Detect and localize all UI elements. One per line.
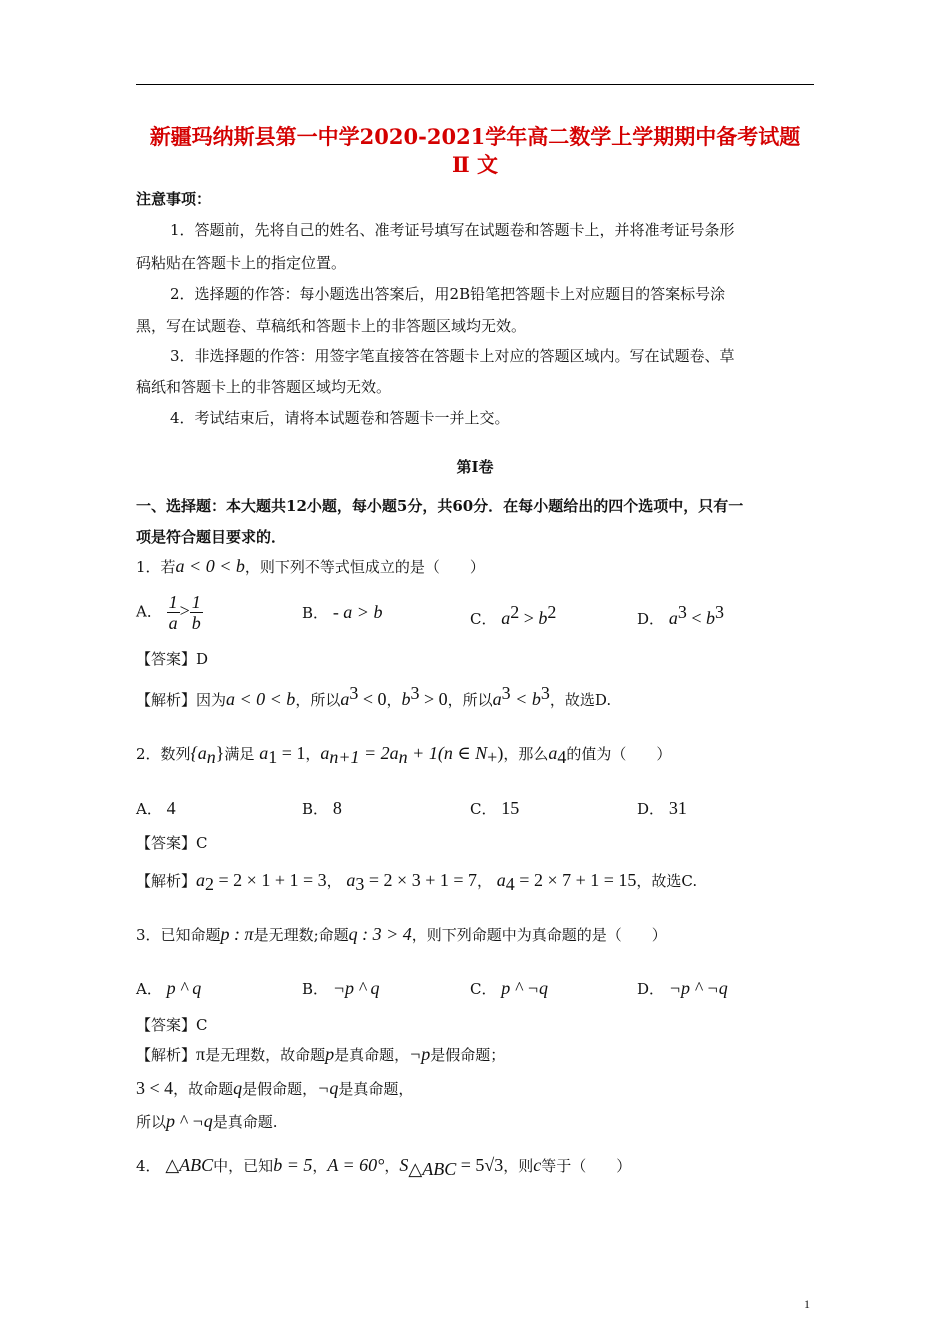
q2-prefix: 2．数列	[136, 745, 191, 763]
question-3-stem	[136, 923, 816, 946]
q3-b-value: ¬p ^ q	[332, 978, 380, 998]
q3-a-value: p ^ q	[166, 978, 202, 998]
q1-d-base1: a	[668, 608, 678, 628]
q3-c-value: p ^ ¬q	[501, 978, 549, 998]
q2-e1: a	[196, 870, 206, 890]
q2-m2-rest2: + 1(n ∈ N	[407, 743, 488, 763]
q1-a-frac-1	[167, 592, 180, 633]
q2-a-value: 4	[166, 798, 176, 818]
notice-item-2b: 黑，写在试题卷、草稿纸和答题卡上的非答题区域均无效。	[136, 317, 527, 335]
q1-an-m1: a < 0 < b	[226, 689, 296, 709]
q2-m1-rest: = 1	[277, 743, 306, 763]
q1-analysis	[136, 682, 816, 711]
q1-option-b	[302, 601, 382, 624]
q3-an2-t2: 是假命题，	[242, 1080, 318, 1098]
q3-an1-t3: 是假命题；	[430, 1046, 506, 1064]
q1-prefix: 1．若	[136, 558, 176, 576]
q1-an-t3: ，故选D.	[549, 691, 612, 709]
q4-prefix: 4．	[136, 1157, 161, 1175]
q3-an2-m: 3 < 4	[136, 1078, 174, 1098]
q2-answer: 【答案】C	[136, 834, 208, 852]
q1-option-c	[470, 601, 556, 630]
q4-sep2: ，	[384, 1157, 400, 1175]
q4-sep1: ，	[312, 1157, 328, 1175]
q3-an1-t1: 是无理数，故命题	[205, 1046, 326, 1064]
q2-m1-sub: 1	[268, 747, 278, 767]
page-number: 1	[804, 1297, 810, 1311]
q4-t1: 中，已知	[213, 1157, 274, 1175]
q2-analysis: 【解析】$a_2 = 2 \times 1 + 1 = 3$， $a_3 = 2 \times 3 + 1 = 7$， $a_4 = 2 \times 7 + 1 = 15$，故选C.	[136, 870, 698, 894]
q4-t3: 等于（ ）	[541, 1157, 632, 1175]
q3-an2-t1: ，故命题	[173, 1080, 234, 1098]
q1-c-exp2: 2	[547, 602, 557, 622]
q3-an1-np: ¬p	[409, 1044, 431, 1064]
q3-d-label: D．	[637, 980, 665, 998]
q3-p: p : π	[220, 924, 254, 944]
q2-e2-rest: = 2 × 3 + 1 = 7	[364, 870, 478, 890]
q1-d-exp2: 3	[714, 602, 724, 622]
q1-an-m3b: > 0	[419, 689, 448, 709]
q1-a-num1: 1	[168, 592, 178, 612]
q2-seq-sub: n	[206, 747, 216, 767]
notice-item-4: 4．考试结束后，请将本试题卷和答题卡一并上交。	[170, 409, 510, 427]
q2-t3: 的值为（ ）	[566, 745, 672, 763]
q2-m2: a	[320, 743, 330, 763]
q1-a-label: A．	[136, 602, 162, 621]
q2-m2-sub3: +	[487, 747, 498, 767]
q3-d-value: ¬p ^ ¬q	[668, 978, 728, 998]
q3-an2-nq: ¬q	[317, 1078, 339, 1098]
q3-option-d	[637, 977, 728, 1000]
q3-an2-t3: 是真命题，	[338, 1080, 414, 1098]
question-4-stem	[136, 1154, 816, 1180]
q3-answer: 【答案】C	[136, 1016, 208, 1034]
q4-m4: c	[533, 1155, 542, 1175]
q2-analysis-label: 【解析】	[136, 872, 197, 890]
q1-an-sep: ，	[386, 691, 402, 709]
q1-an-m4e: 3	[501, 683, 511, 703]
q2-m3: a	[548, 743, 558, 763]
q1-condition: a < 0 < b	[175, 556, 245, 576]
q1-an-m2b: < 0	[358, 689, 387, 709]
q2-e1-sub: 2	[205, 874, 215, 894]
q2-c-label: C．	[470, 800, 497, 818]
q1-an-m4e2: 3	[540, 683, 550, 703]
q2-m2-end: )	[497, 743, 504, 763]
q1-an-m2a: a	[340, 689, 350, 709]
q2-b-label: B．	[302, 800, 329, 818]
q2-sep: ，	[305, 745, 321, 763]
q3-a-label: A．	[136, 980, 162, 998]
q2-m2-sub2: n	[398, 747, 408, 767]
q3-prefix: 3．已知命题	[136, 926, 221, 944]
q2-d-value: 31	[668, 798, 687, 818]
q2-seq: {a	[190, 743, 207, 763]
notice-item-3a: 3．非选择题的作答：用签字笔直接答在答题卡上对应的答题区域内。写在试题卷、草	[170, 347, 735, 365]
q3-an2-q: q	[233, 1078, 243, 1098]
q2-e1-rest: = 2 × 1 + 1 = 3	[214, 870, 327, 890]
section-1-line-2: 项是符合题目要求的．	[136, 528, 287, 546]
q3-analysis-1	[136, 1043, 816, 1066]
q1-a-den2: b	[191, 613, 201, 633]
q2-e3: a	[496, 870, 506, 890]
title-line-1: 新疆玛纳斯县第一中学2020-2021学年高二数学上学期期中备考试题	[149, 124, 801, 149]
q1-suffix: ，则下列不等式恒成立的是（ ）	[244, 558, 485, 576]
q3-option-b	[302, 977, 380, 1000]
q4-m3: S	[399, 1155, 409, 1175]
q4-m2: A = 60°	[327, 1155, 385, 1175]
q2-option-b	[302, 797, 342, 820]
question-1-stem	[136, 555, 816, 578]
q2-t1: 满足	[224, 745, 255, 763]
q2-option-d	[637, 797, 687, 820]
q1-a-frac-2	[190, 592, 203, 633]
notice-item-1b: 码粘贴在答题卡上的指定位置。	[136, 254, 347, 272]
q3-an1-pi: π	[196, 1044, 206, 1064]
q2-e3-rest: = 2 × 7 + 1 = 15	[514, 870, 637, 890]
notice-item-1a: 1．答题前，先将自己的姓名、准考证号填写在试题卷和答题卡上，并将准考证号条形	[170, 221, 735, 239]
q2-e2-sub: 3	[355, 874, 365, 894]
q1-answer: 【答案】D	[136, 650, 209, 668]
q4-m1: b = 5	[273, 1155, 313, 1175]
q1-option-d	[637, 601, 724, 630]
q3-analysis-2	[136, 1077, 816, 1100]
q1-a-num2: 1	[191, 592, 201, 612]
q3-an1-t2: 是真命题，	[334, 1046, 410, 1064]
q3-an3-t2: 是真命题.	[212, 1113, 278, 1131]
q3-option-a	[136, 977, 201, 1000]
title-line-2: Ⅱ 文	[451, 152, 498, 177]
q1-an-m4a: a	[492, 689, 502, 709]
q1-b-label: B．	[302, 604, 329, 622]
q3-t2: ，则下列命题中为真命题的是（ ）	[411, 926, 667, 944]
question-2-stem	[136, 742, 816, 768]
notice-item-3b: 稿纸和答题卡上的非答题区域均无效。	[136, 378, 392, 396]
q3-q: q : 3 > 4	[348, 924, 412, 944]
q4-t2: ，则	[503, 1157, 534, 1175]
q1-c-op: >	[519, 608, 539, 628]
q1-a-den1: a	[168, 613, 178, 633]
q4-triangle: △ABC	[165, 1155, 214, 1175]
q2-m2-rest: = 2a	[359, 743, 399, 763]
q1-c-base1: a	[501, 608, 511, 628]
q1-d-op: <	[686, 608, 706, 628]
q1-c-base2: b	[538, 608, 548, 628]
q3-an3-m: p ^ ¬q	[166, 1111, 213, 1131]
q3-t1: 是无理数;命题	[253, 926, 349, 944]
q2-option-a	[136, 797, 176, 820]
q1-b-value: - a > b	[332, 602, 383, 622]
q1-c-exp1: 2	[510, 602, 520, 622]
q3-option-c	[470, 977, 548, 1000]
q3-analysis-3	[136, 1110, 816, 1133]
q1-d-base2: b	[705, 608, 715, 628]
q2-m3-sub: 4	[557, 747, 567, 767]
q2-d-label: D．	[637, 800, 665, 818]
q3-c-label: C．	[470, 980, 497, 998]
q1-d-exp1: 3	[677, 602, 687, 622]
q2-b-value: 8	[332, 798, 342, 818]
q2-seq-end: }	[215, 743, 225, 763]
q2-end: ，故选C.	[636, 872, 698, 890]
q2-t2: ，那么	[503, 745, 549, 763]
q3-an1-label: 【解析】	[136, 1046, 197, 1064]
q2-a-label: A．	[136, 800, 162, 818]
q2-m2-sub: n+1	[329, 747, 360, 767]
q1-an-m3e: 3	[410, 683, 420, 703]
q2-e3-sub: 4	[505, 874, 515, 894]
header-rule	[136, 84, 814, 85]
q1-an-t1: ，所以	[295, 691, 341, 709]
notice-heading: 注意事项：	[136, 190, 212, 208]
q1-option-a	[136, 592, 203, 633]
q1-analysis-label: 【解析】因为	[136, 691, 227, 709]
q1-a-op: >	[179, 600, 190, 621]
q3-an3-t1: 所以	[136, 1113, 167, 1131]
q1-c-label: C．	[470, 610, 497, 628]
q1-d-label: D．	[637, 610, 665, 628]
q4-m3-sub: △ABC	[408, 1159, 457, 1179]
q3-an1-p: p	[325, 1044, 335, 1064]
q4-m3-rest: = 5√3	[456, 1155, 504, 1175]
section-1-line-1: 一、选择题：本大题共12小题，每小题5分，共60分．在每小题给出的四个选项中，只有一	[136, 497, 744, 515]
q1-an-m4b: < b	[510, 689, 541, 709]
q2-c-value: 15	[501, 798, 520, 818]
q2-m1: a	[259, 743, 269, 763]
q1-an-m2e: 3	[349, 683, 359, 703]
q2-e2: a	[346, 870, 356, 890]
volume-heading: 第Ⅰ卷	[456, 458, 494, 476]
q1-an-t2: ，所以	[447, 691, 493, 709]
q1-an-m3a: b	[401, 689, 411, 709]
notice-item-2a: 2．选择题的作答：每小题选出答案后，用2B铅笔把答题卡上对应题目的答案标号涂	[170, 285, 726, 303]
q3-b-label: B．	[302, 980, 329, 998]
q2-option-c	[470, 797, 519, 820]
